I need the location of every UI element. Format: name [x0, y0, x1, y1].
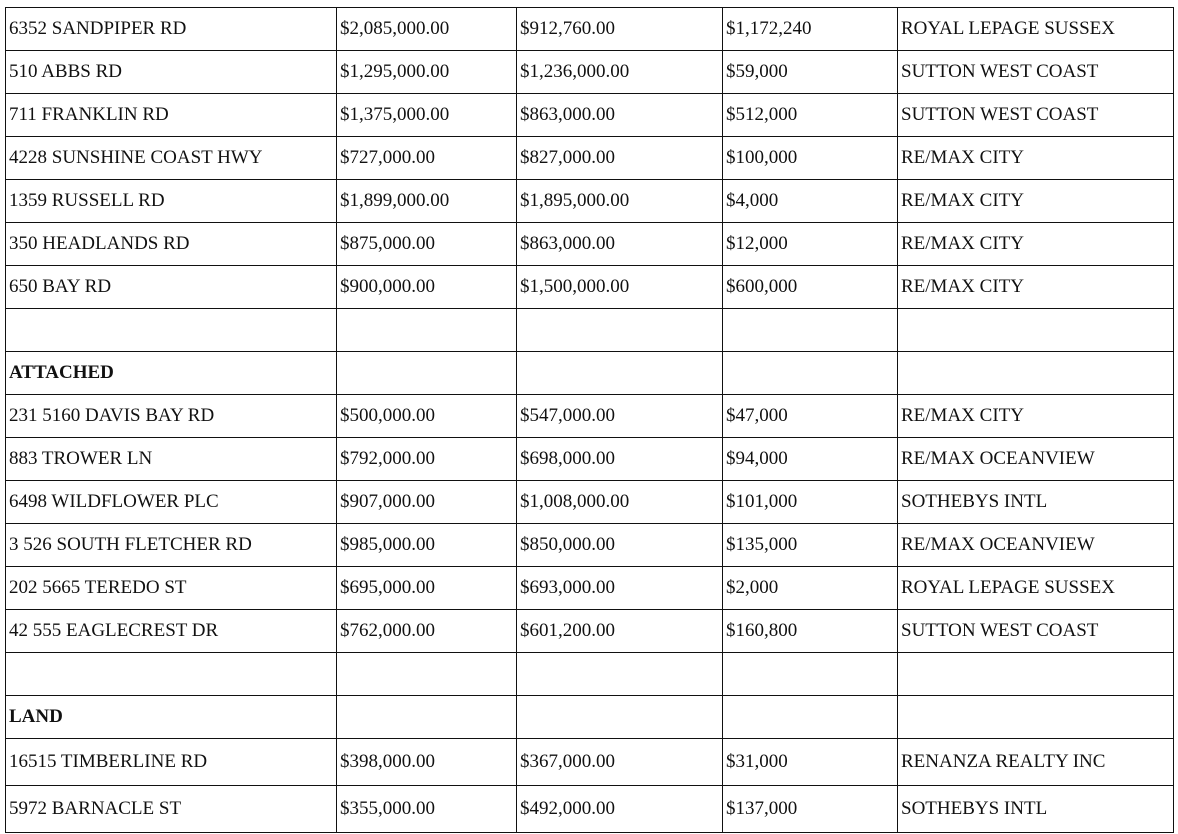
- table-row: [6, 739, 1174, 786]
- sale-price-cell: $850,000.00: [517, 524, 723, 567]
- sale-price-cell: $698,000.00: [517, 438, 723, 481]
- sale-price-cell: $912,760.00: [517, 8, 723, 51]
- address-cell: [6, 309, 337, 352]
- table-row: [6, 51, 1174, 94]
- table-row: [6, 395, 1174, 438]
- sale-price-cell: [517, 309, 723, 352]
- list-price-cell: $2,085,000.00: [337, 8, 517, 51]
- address-cell: 42 555 EAGLECREST DR: [6, 610, 337, 653]
- difference-cell: $2,000: [723, 567, 898, 610]
- brokerage-cell: RE/MAX CITY: [898, 223, 1174, 266]
- sale-price-cell: $693,000.00: [517, 567, 723, 610]
- sale-price-cell: $863,000.00: [517, 94, 723, 137]
- difference-cell: [723, 696, 898, 739]
- list-price-cell: $875,000.00: [337, 223, 517, 266]
- sales-table-body: [6, 8, 1174, 833]
- address-cell: 5972 BARNACLE ST: [6, 786, 337, 833]
- list-price-cell: [337, 352, 517, 395]
- table-row: [6, 786, 1174, 833]
- address-cell: 202 5665 TEREDO ST: [6, 567, 337, 610]
- section-header-row: [6, 696, 1174, 739]
- difference-cell: [723, 653, 898, 696]
- table-row: [6, 137, 1174, 180]
- sale-price-cell: [517, 653, 723, 696]
- blank-row: [6, 653, 1174, 696]
- sale-price-cell: $863,000.00: [517, 223, 723, 266]
- section-header-row: [6, 352, 1174, 395]
- list-price-cell: $727,000.00: [337, 137, 517, 180]
- list-price-cell: [337, 309, 517, 352]
- difference-cell: $135,000: [723, 524, 898, 567]
- list-price-cell: $1,295,000.00: [337, 51, 517, 94]
- list-price-cell: $792,000.00: [337, 438, 517, 481]
- table-row: [6, 567, 1174, 610]
- brokerage-cell: RE/MAX OCEANVIEW: [898, 438, 1174, 481]
- sale-price-cell: $367,000.00: [517, 739, 723, 786]
- table-row: [6, 223, 1174, 266]
- brokerage-cell: RE/MAX CITY: [898, 137, 1174, 180]
- list-price-cell: $907,000.00: [337, 481, 517, 524]
- sale-price-cell: [517, 696, 723, 739]
- list-price-cell: $1,375,000.00: [337, 94, 517, 137]
- list-price-cell: $985,000.00: [337, 524, 517, 567]
- brokerage-cell: [898, 309, 1174, 352]
- sale-price-cell: $1,895,000.00: [517, 180, 723, 223]
- address-cell: 883 TROWER LN: [6, 438, 337, 481]
- brokerage-cell: SOTHEBYS INTL: [898, 481, 1174, 524]
- brokerage-cell: [898, 653, 1174, 696]
- brokerage-cell: [898, 352, 1174, 395]
- blank-row: [6, 309, 1174, 352]
- sale-price-cell: $492,000.00: [517, 786, 723, 833]
- sale-price-cell: $1,236,000.00: [517, 51, 723, 94]
- sale-price-cell: $1,500,000.00: [517, 266, 723, 309]
- brokerage-cell: ROYAL LEPAGE SUSSEX: [898, 8, 1174, 51]
- table-row: [6, 524, 1174, 567]
- list-price-cell: [337, 696, 517, 739]
- sales-table: [5, 7, 1174, 833]
- sale-price-cell: $601,200.00: [517, 610, 723, 653]
- list-price-cell: $1,899,000.00: [337, 180, 517, 223]
- address-cell: 350 HEADLANDS RD: [6, 223, 337, 266]
- difference-cell: $94,000: [723, 438, 898, 481]
- address-cell: 231 5160 DAVIS BAY RD: [6, 395, 337, 438]
- sale-price-cell: [517, 352, 723, 395]
- table-row: [6, 266, 1174, 309]
- difference-cell: $137,000: [723, 786, 898, 833]
- difference-cell: $160,800: [723, 610, 898, 653]
- difference-cell: $101,000: [723, 481, 898, 524]
- table-row: [6, 180, 1174, 223]
- sale-price-cell: $827,000.00: [517, 137, 723, 180]
- table-row: [6, 610, 1174, 653]
- section-title: ATTACHED: [6, 352, 337, 395]
- brokerage-cell: RE/MAX OCEANVIEW: [898, 524, 1174, 567]
- difference-cell: $4,000: [723, 180, 898, 223]
- address-cell: 650 BAY RD: [6, 266, 337, 309]
- difference-cell: $1,172,240: [723, 8, 898, 51]
- brokerage-cell: SUTTON WEST COAST: [898, 610, 1174, 653]
- list-price-cell: $695,000.00: [337, 567, 517, 610]
- list-price-cell: $500,000.00: [337, 395, 517, 438]
- brokerage-cell: RE/MAX CITY: [898, 266, 1174, 309]
- brokerage-cell: SUTTON WEST COAST: [898, 51, 1174, 94]
- address-cell: 711 FRANKLIN RD: [6, 94, 337, 137]
- address-cell: [6, 653, 337, 696]
- difference-cell: $59,000: [723, 51, 898, 94]
- difference-cell: $12,000: [723, 223, 898, 266]
- address-cell: 510 ABBS RD: [6, 51, 337, 94]
- difference-cell: [723, 352, 898, 395]
- brokerage-cell: RENANZA REALTY INC: [898, 739, 1174, 786]
- brokerage-cell: SUTTON WEST COAST: [898, 94, 1174, 137]
- address-cell: 6498 WILDFLOWER PLC: [6, 481, 337, 524]
- sale-price-cell: $1,008,000.00: [517, 481, 723, 524]
- difference-cell: $600,000: [723, 266, 898, 309]
- address-cell: 16515 TIMBERLINE RD: [6, 739, 337, 786]
- brokerage-cell: RE/MAX CITY: [898, 180, 1174, 223]
- sale-price-cell: $547,000.00: [517, 395, 723, 438]
- list-price-cell: $355,000.00: [337, 786, 517, 833]
- brokerage-cell: SOTHEBYS INTL: [898, 786, 1174, 833]
- brokerage-cell: [898, 696, 1174, 739]
- section-title: LAND: [6, 696, 337, 739]
- address-cell: 4228 SUNSHINE COAST HWY: [6, 137, 337, 180]
- brokerage-cell: RE/MAX CITY: [898, 395, 1174, 438]
- difference-cell: $47,000: [723, 395, 898, 438]
- brokerage-cell: ROYAL LEPAGE SUSSEX: [898, 567, 1174, 610]
- difference-cell: [723, 309, 898, 352]
- difference-cell: $512,000: [723, 94, 898, 137]
- table-row: [6, 438, 1174, 481]
- address-cell: 3 526 SOUTH FLETCHER RD: [6, 524, 337, 567]
- difference-cell: $100,000: [723, 137, 898, 180]
- list-price-cell: $762,000.00: [337, 610, 517, 653]
- list-price-cell: [337, 653, 517, 696]
- address-cell: 1359 RUSSELL RD: [6, 180, 337, 223]
- table-row: [6, 8, 1174, 51]
- table-row: [6, 94, 1174, 137]
- list-price-cell: $900,000.00: [337, 266, 517, 309]
- address-cell: 6352 SANDPIPER RD: [6, 8, 337, 51]
- difference-cell: $31,000: [723, 739, 898, 786]
- table-row: [6, 481, 1174, 524]
- list-price-cell: $398,000.00: [337, 739, 517, 786]
